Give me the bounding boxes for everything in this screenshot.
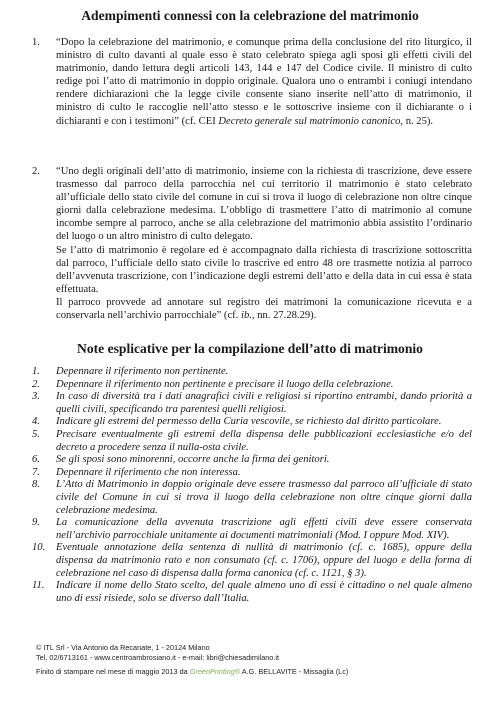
note-item	[32, 416, 472, 429]
item-text	[56, 165, 472, 322]
printing-date: Finito di stampare nel mese di maggio 2013 da	[36, 667, 188, 676]
note-number: 1.	[32, 366, 40, 377]
printing-info	[36, 667, 476, 677]
note-text: Indicare gli estremi del permesso della Curia vescovile, se richiesto dal diritto particolare.	[56, 416, 442, 428]
printer-name: A.G. BELLAVITE - Missaglia (Lc)	[241, 667, 349, 676]
note-number: 2.	[32, 378, 40, 390]
item-number: 1.	[32, 37, 40, 48]
publisher-address: © ITL Srl - Via Antonio da Recanate, 1 - 20124 Milano	[36, 643, 210, 652]
note-text: Eventuale annotazione della sentenza di nullità di matrimonio (cf. c. 1685), oppure della dispensa da matrimonio rato e non consumato (cf. c. 1706), oppure del luogo e della forma di celebrazione nel caso di dispensa dalla forma canonica (cf. c. 1121, § 3).	[56, 542, 472, 579]
list-item-2	[32, 165, 472, 322]
note-item	[32, 366, 472, 379]
note-text: Depennare il riferimento non pertinente.	[56, 366, 229, 377]
note-number: 4.	[32, 416, 40, 428]
section-title-adempimenti: Adempimenti connessi con la celebrazione del matrimonio	[81, 8, 419, 23]
publisher-info	[36, 643, 476, 663]
paragraph: Il parroco provvede ad annotare sul registro dei matrimoni la comunicazione ricevuta e a conservarla nell’archivio parrocchiale” (cf.	[56, 296, 472, 322]
list-item-1	[32, 36, 472, 128]
note-text: Indicare il nome dello Stato scelto, del quale almeno uno di essi è cittadino o nel quale almeno uno di essi risiede, solo se diverso dall’Italia.	[56, 580, 472, 604]
note-number: 10.	[32, 542, 46, 554]
item-number: 2.	[32, 166, 40, 177]
note-item	[32, 542, 472, 580]
note-item	[32, 391, 472, 416]
notes-list	[32, 366, 472, 605]
item-text-main: “Dopo la celebrazione del matrimonio, e comunque prima della conclusione del rito liturgico, il ministro di culto davanti al quale esso è stato celebrato spiega agli sposi gli effetti civili del matrimonio, dando lettura degli articoli 143, 144 e 147 del Codice civile. Il ministro di culto redige poi l’atto di matrimonio in doppio originale. Qualora uno o entrambi i coniugi intendano rendere dichiarazioni che la legge civile consente siano inserite nell’atto di matrimonio, il ministro di culto le raccoglie nell’atto stesso e le sottoscrive insieme con il dichiarante o i dichiaranti e con i testimoni” (cf. CEI	[56, 37, 472, 127]
note-number: 3.	[32, 391, 40, 403]
note-item	[32, 454, 472, 467]
note-item	[32, 479, 472, 517]
note-number: 7.	[32, 466, 40, 478]
greenprinting-logo: GreenPrinting®	[189, 667, 241, 676]
note-text: La comunicazione della avvenuta trascrizione agli effetti civili deve essere conservata nell’archivio parrocchiale unitamente ai documenti matrimoniali (Mod. I oppure Mod. XIV).	[56, 517, 472, 541]
note-text: L’Atto di Matrimonio in doppio originale deve essere trasmesso dal parroco all’ufficiale di stato civile del Comune in cui si trova il luogo della celebrazione non oltre cinque giorni dalla celebrazione medesima.	[56, 479, 472, 516]
note-text: Depennare il riferimento che non interessa.	[56, 466, 241, 478]
section-title-note-esplicative: Note esplicative per la compilazione dell’atto di matrimonio	[77, 341, 423, 356]
item-text-end: n. 25).	[403, 115, 434, 127]
item-reference: ib.,	[241, 310, 255, 322]
note-number: 5.	[32, 428, 40, 440]
note-item	[32, 429, 472, 454]
note-text: In caso di diversità tra i dati anagrafici civili e religiosi si riportino entrambi, dando priorità a quelli civili, specificando tra parentesi quelli religiosi.	[56, 391, 472, 415]
item-text	[56, 36, 472, 128]
publisher-contacts: Tel. 02/6713161 - www.centroambrosiano.it - e-mail: libri@chiesadimilano.it	[36, 653, 280, 662]
note-text: Precisare eventualmente gli estremi della dispensa delle pubblicazioni ecclesiastiche e/o del decreto a procedere senza il nulla-osta civile.	[56, 428, 472, 453]
note-item	[32, 379, 472, 392]
note-text: Se gli sposi sono minorenni, occorre anche la firma dei genitori.	[56, 454, 330, 466]
paragraph-end: nn. 27.28.29).	[254, 310, 317, 322]
note-item	[32, 580, 472, 605]
note-number: 9.	[32, 517, 40, 529]
paragraph: “Uno degli originali dell’atto di matrimonio, insieme con la richiesta di trascrizione, deve essere trasmesso dal parroco della parrocchia nel cui territorio il matrimonio è stato celebrato all’ufficiale dello stato civile del comune in cui si trova il luogo di celebrazione non oltre cinque giorni dalla celebrazione medesima. L’obbligo di trasmettere l’atto di matrimonio al comune incombe sempre al parroco, anche se alla celebrazione del matrimonio abbia assistito l’ordinario del luogo o un altro ministro di culto delegato.	[56, 166, 472, 243]
note-number: 11.	[32, 580, 45, 592]
note-item	[32, 517, 472, 542]
note-number: 6.	[32, 454, 40, 466]
note-text: Depennare il riferimento non pertinente e precisare il luogo della celebrazione.	[56, 378, 394, 390]
paragraph: Se l’atto di matrimonio è regolare ed è accompagnato dalla richiesta di trascrizione sottoscritta dal parroco, l’ufficiale dello stato civile lo trascrive ed entro 48 ore trasmette notizia al parroco dell’avvenuta trascrizione, con l’indicazione degli estremi dell’atto e della data in cui essa è stata effettuata.	[56, 244, 472, 295]
item-reference: Decreto generale sul matrimonio canonico,	[218, 115, 404, 127]
note-item	[32, 467, 472, 480]
note-number: 8.	[32, 479, 40, 491]
